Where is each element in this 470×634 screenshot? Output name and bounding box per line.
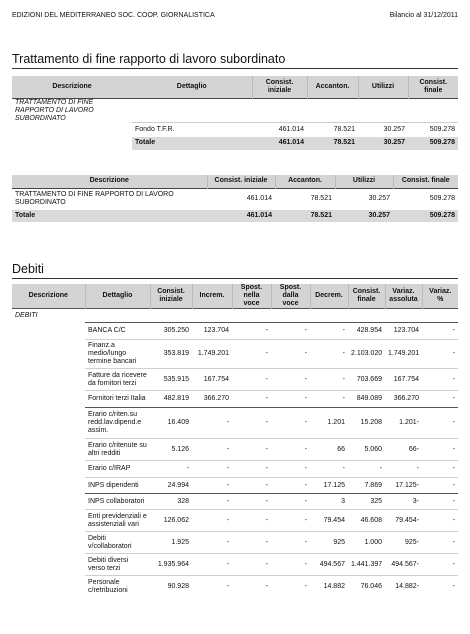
value-cell: 30.257 bbox=[335, 188, 393, 210]
value-cell: 66- bbox=[385, 439, 422, 461]
value-cell: 428.954 bbox=[348, 323, 385, 340]
value-cell: - bbox=[422, 340, 458, 369]
total-value: 509.278 bbox=[408, 137, 458, 150]
total-row bbox=[12, 137, 458, 150]
col-accanton: Accanton. bbox=[275, 175, 335, 188]
value-cell: 849.089 bbox=[348, 391, 385, 408]
tfr-section-rule bbox=[12, 68, 458, 69]
total-value: 30.257 bbox=[335, 210, 393, 222]
value-cell: 30.257 bbox=[358, 123, 408, 137]
value-cell: 1.925 bbox=[150, 532, 192, 554]
value-cell: 925 bbox=[310, 532, 348, 554]
col-spost-nella-voce: Spost. nella voce bbox=[232, 284, 271, 309]
table-row bbox=[12, 554, 458, 576]
table-row bbox=[12, 323, 458, 340]
debiti-table bbox=[12, 284, 458, 598]
value-cell: - bbox=[271, 369, 310, 391]
table-row bbox=[12, 439, 458, 461]
value-cell: 5.060 bbox=[348, 439, 385, 461]
value-cell: - bbox=[271, 391, 310, 408]
value-cell: 17.125- bbox=[385, 478, 422, 494]
col-consist-finale: Consist. finale bbox=[393, 175, 458, 188]
col-variaz-percent: Variaz. % bbox=[422, 284, 458, 309]
value-cell: - bbox=[192, 554, 232, 576]
value-cell: 1.000 bbox=[348, 532, 385, 554]
value-cell: 16.409 bbox=[150, 408, 192, 439]
value-cell: - bbox=[271, 554, 310, 576]
detail-cell: Fatture da ricevere da fornitori terzi bbox=[85, 369, 150, 391]
table-row bbox=[12, 478, 458, 494]
value-cell: - bbox=[271, 510, 310, 532]
value-cell: - bbox=[192, 478, 232, 494]
value-cell: 79.454 bbox=[310, 510, 348, 532]
value-cell: - bbox=[422, 478, 458, 494]
table-row bbox=[12, 340, 458, 369]
description-cell: TRATTAMENTO DI FINE RAPPORTO DI LAVORO SUBORDINATO bbox=[12, 188, 207, 210]
col-consist-iniziale: Consist. iniziale bbox=[207, 175, 275, 188]
col-descrizione: Descrizione bbox=[12, 175, 207, 188]
table-row bbox=[12, 494, 458, 510]
value-cell: - bbox=[271, 340, 310, 369]
detail-cell: Enti previdenziali e assistenziali vari bbox=[85, 510, 150, 532]
value-cell: - bbox=[232, 494, 271, 510]
value-cell: - bbox=[422, 554, 458, 576]
value-cell: - bbox=[232, 510, 271, 532]
value-cell: - bbox=[422, 461, 458, 478]
value-cell: 1.201- bbox=[385, 408, 422, 439]
value-cell: - bbox=[422, 532, 458, 554]
detail-cell: Fondo T.F.R. bbox=[132, 123, 252, 137]
value-cell: 2.103.020 bbox=[348, 340, 385, 369]
value-cell: - bbox=[232, 323, 271, 340]
tfr-section-title: Trattamento di fine rapporto di lavoro subordinato bbox=[12, 52, 286, 66]
debiti-section-rule bbox=[12, 278, 458, 279]
table-row bbox=[12, 461, 458, 478]
value-cell: 167.754 bbox=[192, 369, 232, 391]
value-cell: - bbox=[192, 576, 232, 598]
value-cell: - bbox=[192, 439, 232, 461]
value-cell: 167.754 bbox=[385, 369, 422, 391]
detail-cell: Fornitori terzi Italia bbox=[85, 391, 150, 408]
value-cell: 78.521 bbox=[275, 188, 335, 210]
value-cell: 78.521 bbox=[307, 123, 358, 137]
value-cell: - bbox=[422, 369, 458, 391]
value-cell: - bbox=[310, 391, 348, 408]
value-cell: - bbox=[232, 461, 271, 478]
value-cell: 14.882- bbox=[385, 576, 422, 598]
group-label: TRATTAMENTO DI FINE RAPPORTO DI LAVORO SUBORDINATO bbox=[12, 98, 132, 123]
value-cell: - bbox=[271, 494, 310, 510]
debiti-section-title: Debiti bbox=[12, 262, 44, 276]
value-cell: - bbox=[232, 532, 271, 554]
detail-cell: Erario c/IRAP bbox=[85, 461, 150, 478]
total-label: Totale bbox=[12, 210, 207, 222]
detail-cell: Erario c/riten.su redd.lav.dipend.e assim. bbox=[85, 408, 150, 439]
value-cell: - bbox=[422, 323, 458, 340]
value-cell: - bbox=[192, 461, 232, 478]
value-cell: 14.882 bbox=[310, 576, 348, 598]
value-cell: - bbox=[271, 478, 310, 494]
value-cell: - bbox=[271, 461, 310, 478]
value-cell: 353.819 bbox=[150, 340, 192, 369]
value-cell: - bbox=[310, 340, 348, 369]
table-row bbox=[12, 408, 458, 439]
value-cell: 703.669 bbox=[348, 369, 385, 391]
col-utilizzi: Utilizzi bbox=[358, 76, 408, 98]
total-row bbox=[12, 210, 458, 222]
table-row bbox=[12, 532, 458, 554]
value-cell: - bbox=[271, 532, 310, 554]
value-cell: 494.567- bbox=[385, 554, 422, 576]
value-cell: 482.819 bbox=[150, 391, 192, 408]
value-cell: - bbox=[422, 510, 458, 532]
value-cell: 1.749.201 bbox=[192, 340, 232, 369]
value-cell: - bbox=[271, 323, 310, 340]
total-value: 461.014 bbox=[252, 137, 307, 150]
detail-cell: INPS collaboratori bbox=[85, 494, 150, 510]
balance-date: Bilancio al 31/12/2011 bbox=[389, 12, 458, 19]
table-row bbox=[12, 510, 458, 532]
col-accanton: Accanton. bbox=[307, 76, 358, 98]
value-cell: - bbox=[422, 494, 458, 510]
value-cell: - bbox=[422, 439, 458, 461]
value-cell: 925- bbox=[385, 532, 422, 554]
value-cell: - bbox=[271, 439, 310, 461]
value-cell: - bbox=[192, 494, 232, 510]
total-value: 78.521 bbox=[275, 210, 335, 222]
value-cell: - bbox=[150, 461, 192, 478]
col-descrizione: Descrizione bbox=[12, 284, 85, 309]
detail-cell: Erario c/ritenute su altri redditi bbox=[85, 439, 150, 461]
group-label: DEBITI bbox=[12, 309, 85, 323]
value-cell: - bbox=[385, 461, 422, 478]
value-cell: 509.278 bbox=[408, 123, 458, 137]
value-cell: 3 bbox=[310, 494, 348, 510]
value-cell: 15.208 bbox=[348, 408, 385, 439]
value-cell: 66 bbox=[310, 439, 348, 461]
total-value: 30.257 bbox=[358, 137, 408, 150]
col-consist-iniziale: Consist. iniziale bbox=[150, 284, 192, 309]
value-cell: - bbox=[192, 408, 232, 439]
col-increm: Increm. bbox=[192, 284, 232, 309]
detail-cell: Finanz.a medio/lungo termine bancari bbox=[85, 340, 150, 369]
col-consist-finale: Consist. finale bbox=[408, 76, 458, 98]
total-label: Totale bbox=[132, 137, 252, 150]
col-decrem: Decrem. bbox=[310, 284, 348, 309]
table-row bbox=[12, 98, 458, 123]
value-cell: - bbox=[232, 391, 271, 408]
tfr-detail-table bbox=[12, 76, 458, 150]
detail-cell: Debiti v/collaboratori bbox=[85, 532, 150, 554]
value-cell: - bbox=[422, 408, 458, 439]
detail-cell: INPS dipendenti bbox=[85, 478, 150, 494]
col-consist-finale: Consist. finale bbox=[348, 284, 385, 309]
detail-cell: Debiti diversi verso terzi bbox=[85, 554, 150, 576]
value-cell: 79.454- bbox=[385, 510, 422, 532]
value-cell: 90.928 bbox=[150, 576, 192, 598]
total-value: 461.014 bbox=[207, 210, 275, 222]
company-name: EDIZIONI DEL MEDITERRANEO SOC. COOP. GIORNALISTICA bbox=[12, 12, 215, 19]
value-cell: - bbox=[192, 532, 232, 554]
col-dettaglio: Dettaglio bbox=[132, 76, 252, 98]
value-cell: - bbox=[232, 554, 271, 576]
value-cell: 366.270 bbox=[385, 391, 422, 408]
value-cell: - bbox=[310, 461, 348, 478]
col-descrizione: Descrizione bbox=[12, 76, 132, 98]
value-cell: 46.608 bbox=[348, 510, 385, 532]
col-variaz-assoluta: Variaz. assoluta bbox=[385, 284, 422, 309]
value-cell: 461.014 bbox=[252, 123, 307, 137]
value-cell: 1.201 bbox=[310, 408, 348, 439]
value-cell: - bbox=[232, 439, 271, 461]
value-cell: 126.062 bbox=[150, 510, 192, 532]
value-cell: 1.935.964 bbox=[150, 554, 192, 576]
total-value: 78.521 bbox=[307, 137, 358, 150]
value-cell: 1.441.397 bbox=[348, 554, 385, 576]
value-cell: 123.704 bbox=[192, 323, 232, 340]
col-dettaglio: Dettaglio bbox=[85, 284, 150, 309]
value-cell: 305.250 bbox=[150, 323, 192, 340]
value-cell: 1.749.201 bbox=[385, 340, 422, 369]
col-spost-dalla-voce: Spost. dalla voce bbox=[271, 284, 310, 309]
value-cell: 325 bbox=[348, 494, 385, 510]
value-cell: 24.994 bbox=[150, 478, 192, 494]
value-cell: - bbox=[232, 408, 271, 439]
value-cell: - bbox=[192, 510, 232, 532]
detail-cell: Personale c/retribuzioni bbox=[85, 576, 150, 598]
value-cell: 328 bbox=[150, 494, 192, 510]
value-cell: - bbox=[422, 576, 458, 598]
value-cell: - bbox=[232, 340, 271, 369]
value-cell: 17.125 bbox=[310, 478, 348, 494]
value-cell: 3- bbox=[385, 494, 422, 510]
value-cell: - bbox=[232, 369, 271, 391]
value-cell: - bbox=[232, 478, 271, 494]
value-cell: 123.704 bbox=[385, 323, 422, 340]
value-cell: - bbox=[422, 391, 458, 408]
table-row bbox=[12, 369, 458, 391]
value-cell: - bbox=[310, 323, 348, 340]
value-cell: 5.126 bbox=[150, 439, 192, 461]
value-cell: - bbox=[271, 408, 310, 439]
value-cell: 509.278 bbox=[393, 188, 458, 210]
value-cell: - bbox=[310, 369, 348, 391]
table-row bbox=[12, 188, 458, 210]
table-row bbox=[12, 576, 458, 598]
tfr-summary-table bbox=[12, 175, 458, 222]
table-row bbox=[12, 123, 458, 137]
group-row bbox=[12, 309, 458, 323]
value-cell: 7.869 bbox=[348, 478, 385, 494]
table-row bbox=[12, 391, 458, 408]
value-cell: 76.046 bbox=[348, 576, 385, 598]
col-consist-iniziale: Consist. iniziale bbox=[252, 76, 307, 98]
value-cell: - bbox=[232, 576, 271, 598]
value-cell: 461.014 bbox=[207, 188, 275, 210]
value-cell: 366.270 bbox=[192, 391, 232, 408]
col-utilizzi: Utilizzi bbox=[335, 175, 393, 188]
value-cell: - bbox=[348, 461, 385, 478]
value-cell: - bbox=[271, 576, 310, 598]
value-cell: 494.567 bbox=[310, 554, 348, 576]
total-value: 509.278 bbox=[393, 210, 458, 222]
detail-cell: BANCA C/C bbox=[85, 323, 150, 340]
value-cell: 535.915 bbox=[150, 369, 192, 391]
